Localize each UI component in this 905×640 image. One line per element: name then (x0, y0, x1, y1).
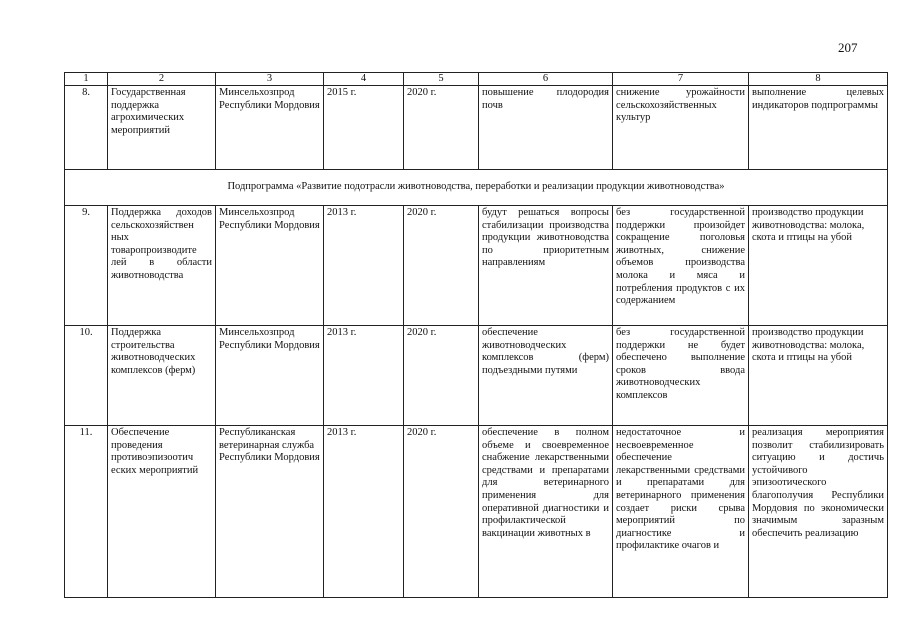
expected-result: повышение плодородия почв (479, 86, 613, 170)
indicator-link: реализация мероприятия позволит стабилизировать ситуацию и достичь устойчивого эпизоотического благополучия Республики Мордовия по экономически значимым заразным обеспечить реализацию (749, 426, 888, 598)
expected-result: будут решаться вопросы стабилизации производства продукции животноводства по приоритетным направлениям (479, 206, 613, 326)
column-number: 4 (324, 73, 404, 86)
non-implementation-consequence: без государственной поддержки произойдет сокращение поголовья животных, снижение объемов производства молока и мяса и потребления продуктов с их содержанием (613, 206, 749, 326)
executor: Республиканская ветеринарная служба Республики Мордовия (216, 426, 324, 598)
subprogram-title: Подпрограмма «Развитие подотрасли животноводства, переработки и реализации продукции животноводства» (65, 170, 888, 206)
executor: Минсельхозпрод Республики Мордовия (216, 86, 324, 170)
indicator-link: производство продукции животноводства: молока, скота и птицы на убой (749, 206, 888, 326)
non-implementation-consequence: снижение урожайности сельскохозяйственных культур (613, 86, 749, 170)
table-row (65, 206, 888, 326)
executor: Минсельхозпрод Республики Мордовия (216, 206, 324, 326)
end-year: 2020 г. (404, 86, 479, 170)
non-implementation-consequence: без государственной поддержки не будет обеспечено выполнение сроков ввода животноводческих комплексов (613, 326, 749, 426)
expected-result: обеспечение в полном объеме и своевременное снабжение лекарственными средствами и препаратами для ветеринарного применения для оперативной диагностики и профилактической вакцинации животных в (479, 426, 613, 598)
column-number: 2 (108, 73, 216, 86)
measure-name: Поддержка доходов сельскохозяйствен ных товаропроизводите лей в области животноводства (108, 206, 216, 326)
start-year: 2013 г. (324, 326, 404, 426)
end-year: 2020 г. (404, 426, 479, 598)
start-year: 2013 г. (324, 206, 404, 326)
column-number: 1 (65, 73, 108, 86)
expected-result: обеспечение животноводческих комплексов (ферм) подъездными путями (479, 326, 613, 426)
page-number: 207 (838, 40, 858, 55)
measure-name: Поддержка строительства животноводческих комплексов (ферм) (108, 326, 216, 426)
table-row (65, 426, 888, 598)
table-row (65, 86, 888, 170)
measure-name: Государственная поддержка агрохимических мероприятий (108, 86, 216, 170)
subprogram-row (65, 170, 888, 206)
measures-table (64, 72, 888, 598)
indicator-link: производство продукции животноводства: молока, скота и птицы на убой (749, 326, 888, 426)
indicator-link: выполнение целевых индикаторов подпрограммы (749, 86, 888, 170)
executor: Минсельхозпрод Республики Мордовия (216, 326, 324, 426)
column-number-row (65, 73, 888, 86)
start-year: 2013 г. (324, 426, 404, 598)
column-number: 8 (749, 73, 888, 86)
table-row (65, 326, 888, 426)
column-number: 7 (613, 73, 749, 86)
measure-name: Обеспечение проведения противоэпизоотич еских мероприятий (108, 426, 216, 598)
end-year: 2020 г. (404, 326, 479, 426)
row-number: 11. (65, 426, 108, 598)
row-number: 10. (65, 326, 108, 426)
start-year: 2015 г. (324, 86, 404, 170)
row-number: 8. (65, 86, 108, 170)
row-number: 9. (65, 206, 108, 326)
column-number: 5 (404, 73, 479, 86)
end-year: 2020 г. (404, 206, 479, 326)
column-number: 3 (216, 73, 324, 86)
non-implementation-consequence: недостаточное и несвоевременное обеспечение лекарственными средствами и препаратами для ветеринарного применения создает риски срыва мероприятий по диагностике и профилактике очагов и (613, 426, 749, 598)
column-number: 6 (479, 73, 613, 86)
